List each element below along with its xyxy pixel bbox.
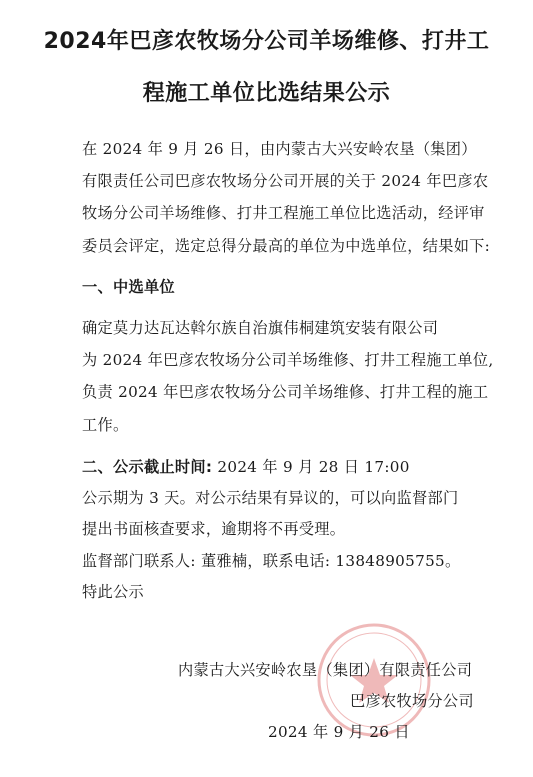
section2-heading xyxy=(82,456,410,477)
intro-line-2: 有限责任公司巴彦农牧场分公司开展的关于 2024 年巴彦农 xyxy=(82,172,489,190)
section1-line-1: 确定莫力达瓦达斡尔族自治旗伟桐建筑安装有限公司 xyxy=(82,319,439,337)
section2-line-2: 提出书面核查要求，逾期将不再受理。 xyxy=(82,520,346,538)
section1-line-4: 工作。 xyxy=(82,416,129,434)
section1-heading: 一、中选单位 xyxy=(82,278,175,296)
section1-line-2: 为 2024 年巴彦农牧场分公司羊场维修、打井工程施工单位, xyxy=(82,351,494,369)
section2-deadline: 2024 年 9 月 28 日 17:00 xyxy=(217,458,410,476)
title-line-2: 程施工单位比选结果公示 xyxy=(142,81,391,106)
section1-line-3: 负责 2024 年巴彦农牧场分公司羊场维修、打井工程的施工 xyxy=(82,383,489,401)
title-line-1: 2024年巴彦农牧场分公司羊场维修、打井工 xyxy=(43,29,490,54)
section2-line-1: 公示期为 3 天。对公示结果有异议的，可以向监督部门 xyxy=(82,489,459,507)
signature-org: 内蒙古大兴安岭农垦（集团）有限责任公司 xyxy=(178,661,473,679)
intro-line-1: 在 2024 年 9 月 26 日，由内蒙古大兴安岭农垦（集团） xyxy=(82,140,477,158)
intro-line-4: 委员会评定，选定总得分最高的单位为中选单位，结果如下: xyxy=(82,237,491,255)
signature-branch: 巴彦农牧场分公司 xyxy=(350,692,474,710)
signature-date: 2024 年 9 月 26 日 xyxy=(268,723,410,741)
contact-line: 监督部门联系人: 董雅楠，联系电话: 13848905755。 xyxy=(82,552,461,570)
intro-line-3: 牧场分公司羊场维修、打井工程施工单位比选活动，经评审 xyxy=(82,204,485,222)
section2-heading-label: 二、公示截止时间: xyxy=(82,458,213,476)
closing-line: 特此公示 xyxy=(82,583,144,601)
